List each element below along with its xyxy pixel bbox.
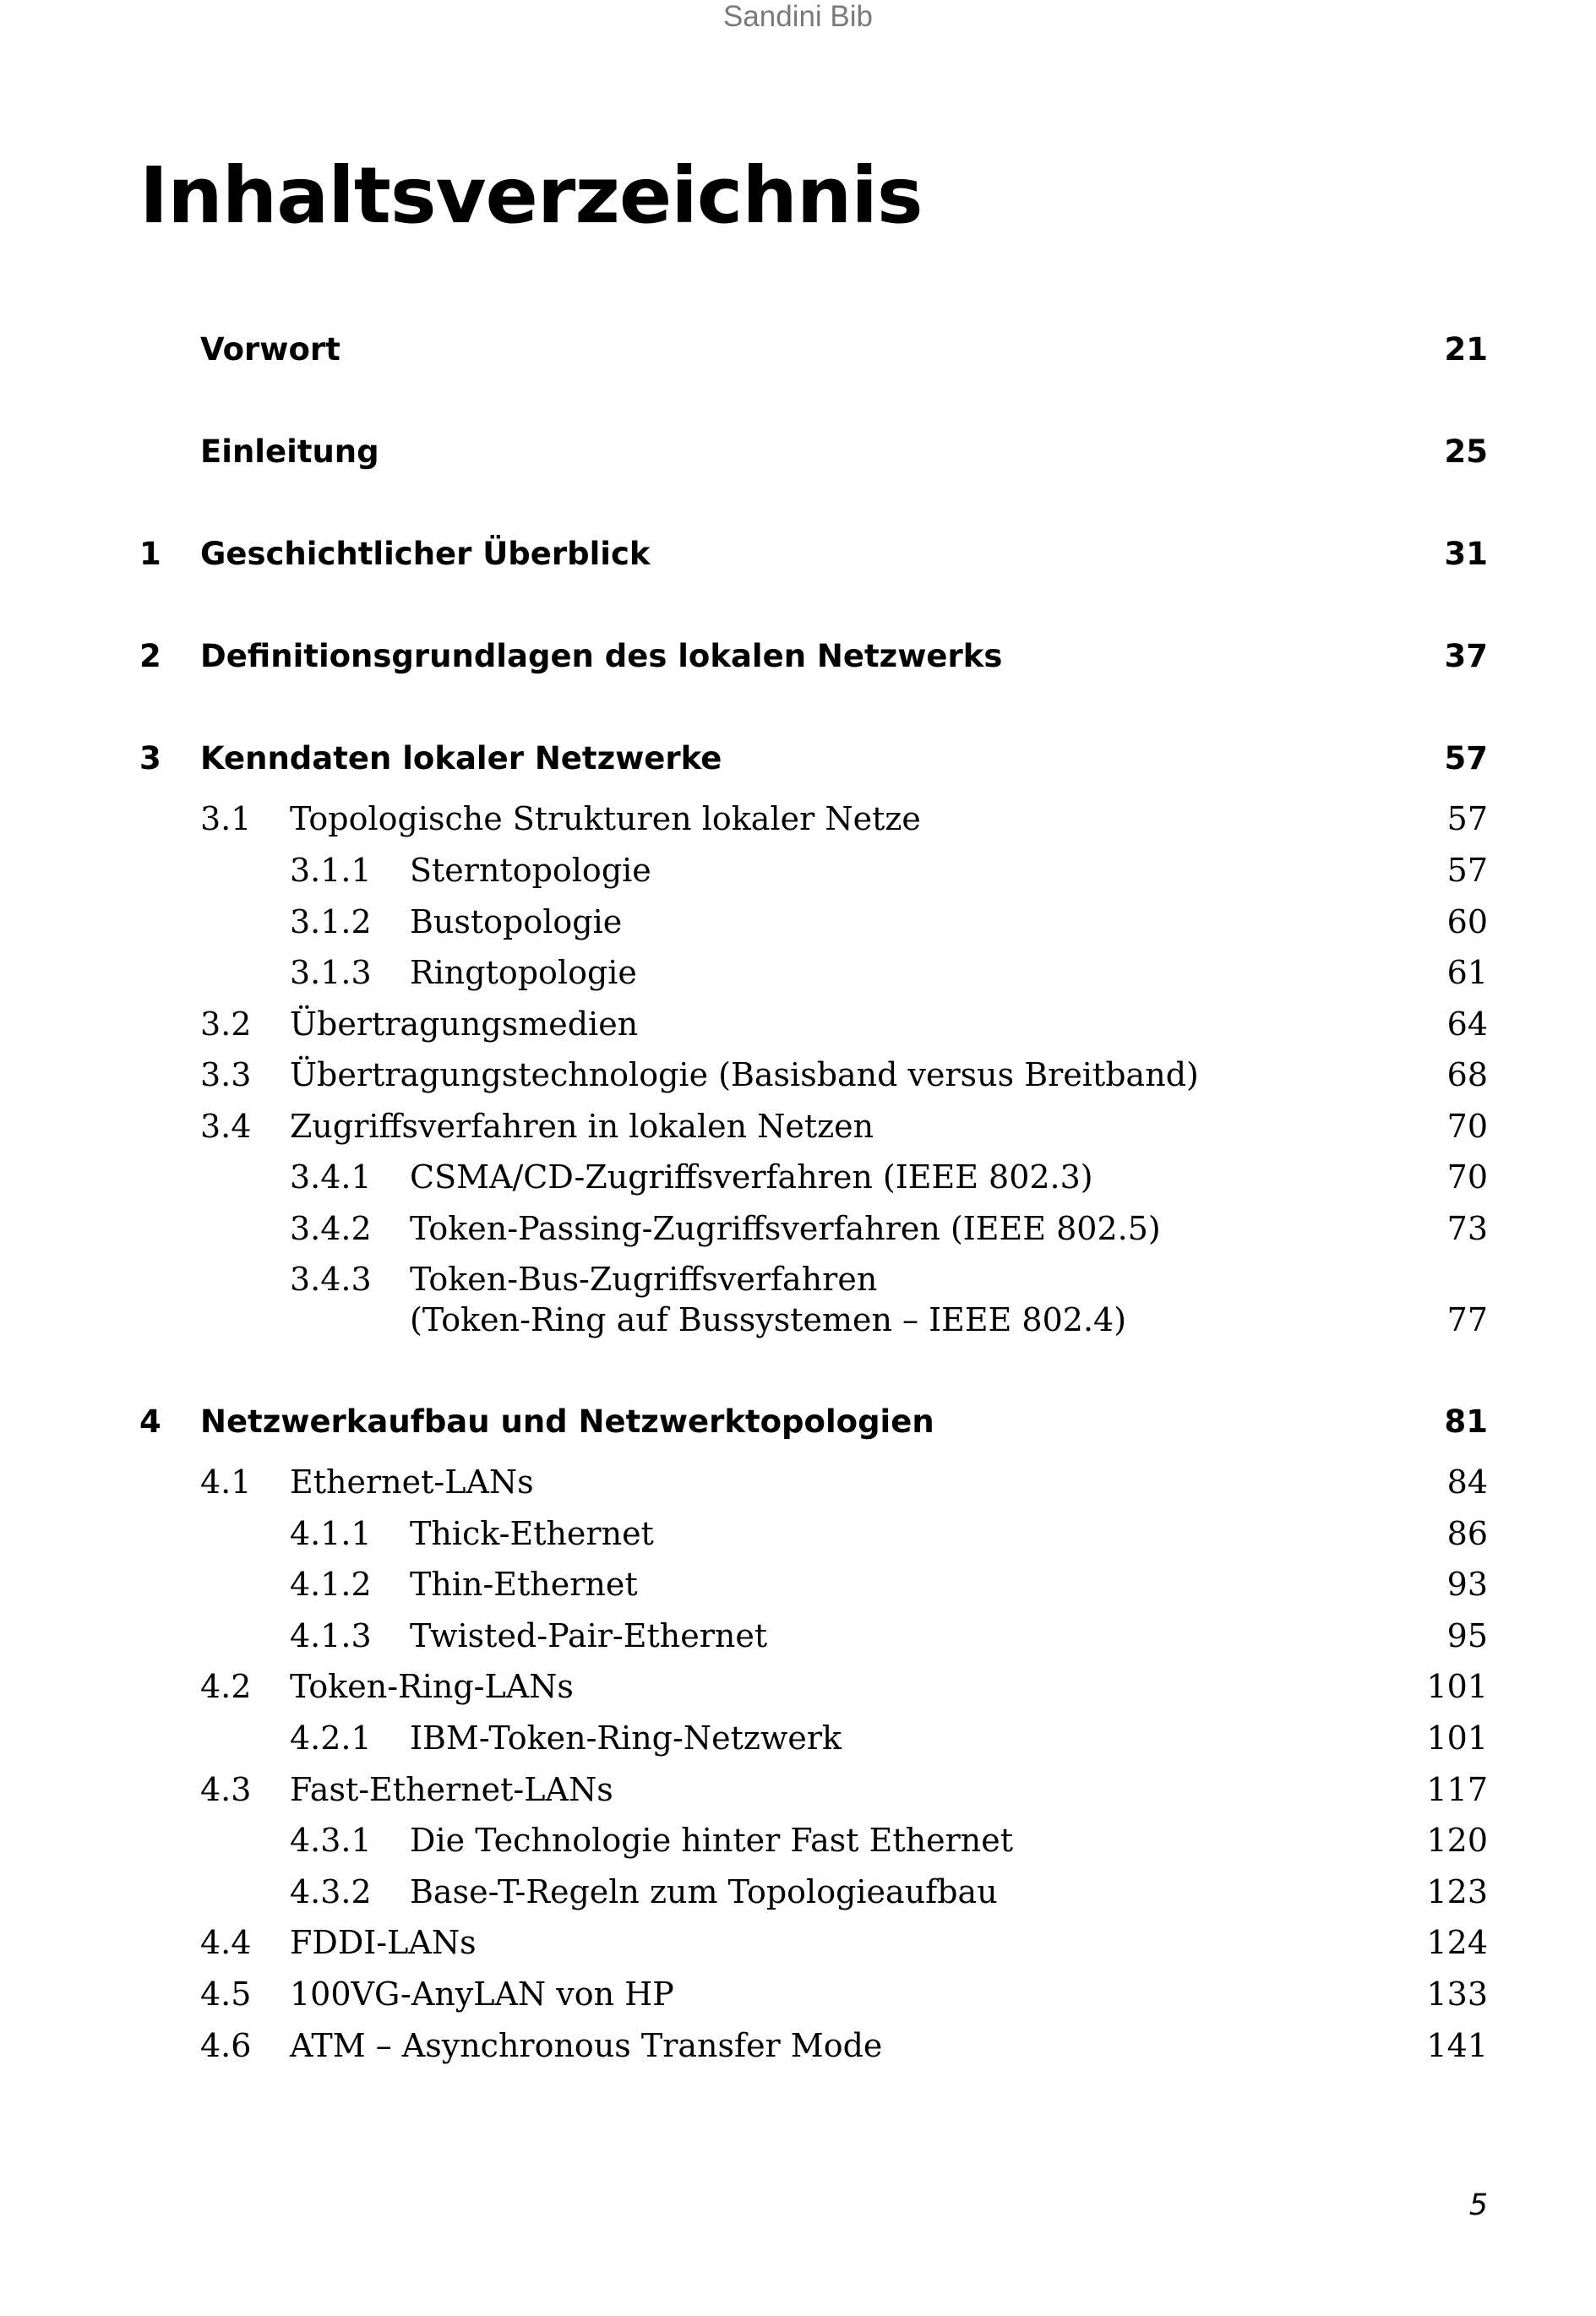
section-number: 3.1.3 — [290, 954, 372, 991]
section-number: 3.2 — [200, 1005, 252, 1043]
section-page: 133 — [1426, 1975, 1488, 2013]
section-title: Thick-Ethernet — [410, 1515, 654, 1552]
section-page: 86 — [1446, 1515, 1488, 1552]
section-title-continuation: (Token-Ring auf Bussystemen – IEEE 802.4) — [410, 1301, 1127, 1338]
chapter-page: 81 — [1444, 1403, 1488, 1440]
section-page: 93 — [1446, 1566, 1488, 1603]
chapter-title: Kenndaten lokaler Netzwerke — [200, 740, 722, 777]
section-number: 3.4.2 — [290, 1210, 372, 1247]
chapter-number: 3 — [139, 740, 161, 777]
section-title: Twisted-Pair-Ethernet — [410, 1617, 768, 1654]
section-page: 101 — [1426, 1668, 1488, 1705]
chapter-title: Definitionsgrundlagen des lokalen Netzwerks — [200, 638, 1003, 674]
chapter-page: 21 — [1444, 331, 1488, 368]
page-number: 5 — [1468, 2188, 1488, 2222]
section-number: 3.1.2 — [290, 903, 372, 940]
chapter-page: 57 — [1444, 740, 1488, 777]
section-title: Bustopologie — [410, 903, 623, 940]
section-page: 64 — [1446, 1005, 1488, 1043]
section-number: 4.1.1 — [290, 1515, 372, 1552]
section-number: 3.4.1 — [290, 1158, 372, 1196]
section-page: 120 — [1426, 1822, 1488, 1859]
section-title: Übertragungstechnologie (Basisband versus Breitband) — [290, 1056, 1199, 1093]
section-title: FDDI-LANs — [290, 1924, 477, 1961]
section-page: 70 — [1446, 1158, 1488, 1196]
section-title: Zugriffsverfahren in lokalen Netzen — [290, 1108, 874, 1145]
section-number: 4.5 — [200, 1975, 252, 2013]
chapter-number: 4 — [139, 1403, 161, 1440]
section-title: Die Technologie hinter Fast Ethernet — [410, 1822, 1014, 1859]
section-number: 3.1.1 — [290, 852, 372, 889]
section-title: CSMA/CD-Zugriffsverfahren (IEEE 802.3) — [410, 1158, 1093, 1196]
section-number: 4.6 — [200, 2027, 252, 2064]
section-page: 57 — [1446, 800, 1488, 837]
section-page: 117 — [1426, 1771, 1488, 1808]
section-title: ATM – Asynchronous Transfer Mode — [290, 2027, 883, 2064]
section-number: 3.3 — [200, 1056, 252, 1093]
section-number: 3.4 — [200, 1108, 252, 1145]
section-page: 60 — [1446, 903, 1488, 940]
section-title: Token-Ring-LANs — [290, 1668, 574, 1705]
section-page: 124 — [1426, 1924, 1488, 1961]
section-page: 70 — [1446, 1108, 1488, 1145]
section-number: 3.4.3 — [290, 1261, 372, 1298]
chapter-page: 37 — [1444, 638, 1488, 674]
chapter-title: Netzwerkaufbau und Netzwerktopologien — [200, 1403, 934, 1440]
chapter-number: 2 — [139, 638, 161, 674]
chapter-page: 31 — [1444, 536, 1488, 572]
section-number: 4.3.1 — [290, 1822, 372, 1859]
chapter-title: Einleitung — [200, 433, 379, 470]
section-title: Ethernet-LANs — [290, 1463, 534, 1501]
section-page: 68 — [1446, 1056, 1488, 1093]
section-page: 101 — [1426, 1719, 1488, 1757]
section-title: Token-Passing-Zugriffsverfahren (IEEE 802.5) — [410, 1210, 1161, 1247]
section-title: Ringtopologie — [410, 954, 637, 991]
section-page: 77 — [1446, 1301, 1488, 1338]
section-number: 4.2 — [200, 1668, 252, 1705]
section-title: Token-Bus-Zugriffsverfahren — [410, 1261, 878, 1298]
section-title: Übertragungsmedien — [290, 1005, 639, 1043]
section-page: 73 — [1446, 1210, 1488, 1247]
section-number: 4.1.3 — [290, 1617, 372, 1654]
section-title: 100VG-AnyLAN von HP — [290, 1975, 674, 2013]
section-page: 61 — [1446, 954, 1488, 991]
running-header: Sandini Bib — [722, 0, 874, 33]
section-number: 4.4 — [200, 1924, 252, 1961]
section-page: 95 — [1446, 1617, 1488, 1654]
section-number: 4.3.2 — [290, 1873, 372, 1910]
section-title: Thin-Ethernet — [410, 1566, 638, 1603]
section-title: Fast-Ethernet-LANs — [290, 1771, 613, 1808]
chapter-title: Vorwort — [200, 331, 340, 368]
chapter-number: 1 — [139, 536, 161, 572]
section-page: 84 — [1446, 1463, 1488, 1501]
section-title: Sterntopologie — [410, 852, 651, 889]
section-title: Base-T-Regeln zum Topologieaufbau — [410, 1873, 998, 1910]
chapter-page: 25 — [1444, 433, 1488, 470]
chapter-title: Geschichtlicher Überblick — [200, 536, 651, 572]
section-page: 123 — [1426, 1873, 1488, 1910]
section-number: 4.1 — [200, 1463, 252, 1501]
section-page: 57 — [1446, 852, 1488, 889]
section-number: 4.3 — [200, 1771, 252, 1808]
section-title: Topologische Strukturen lokaler Netze — [290, 800, 921, 837]
section-title: IBM-Token-Ring-Netzwerk — [410, 1719, 842, 1757]
section-number: 3.1 — [200, 800, 252, 837]
section-page: 141 — [1426, 2027, 1488, 2064]
section-number: 4.1.2 — [290, 1566, 372, 1603]
section-number: 4.2.1 — [290, 1719, 372, 1757]
page-title: Inhaltsverzeichnis — [139, 150, 923, 241]
